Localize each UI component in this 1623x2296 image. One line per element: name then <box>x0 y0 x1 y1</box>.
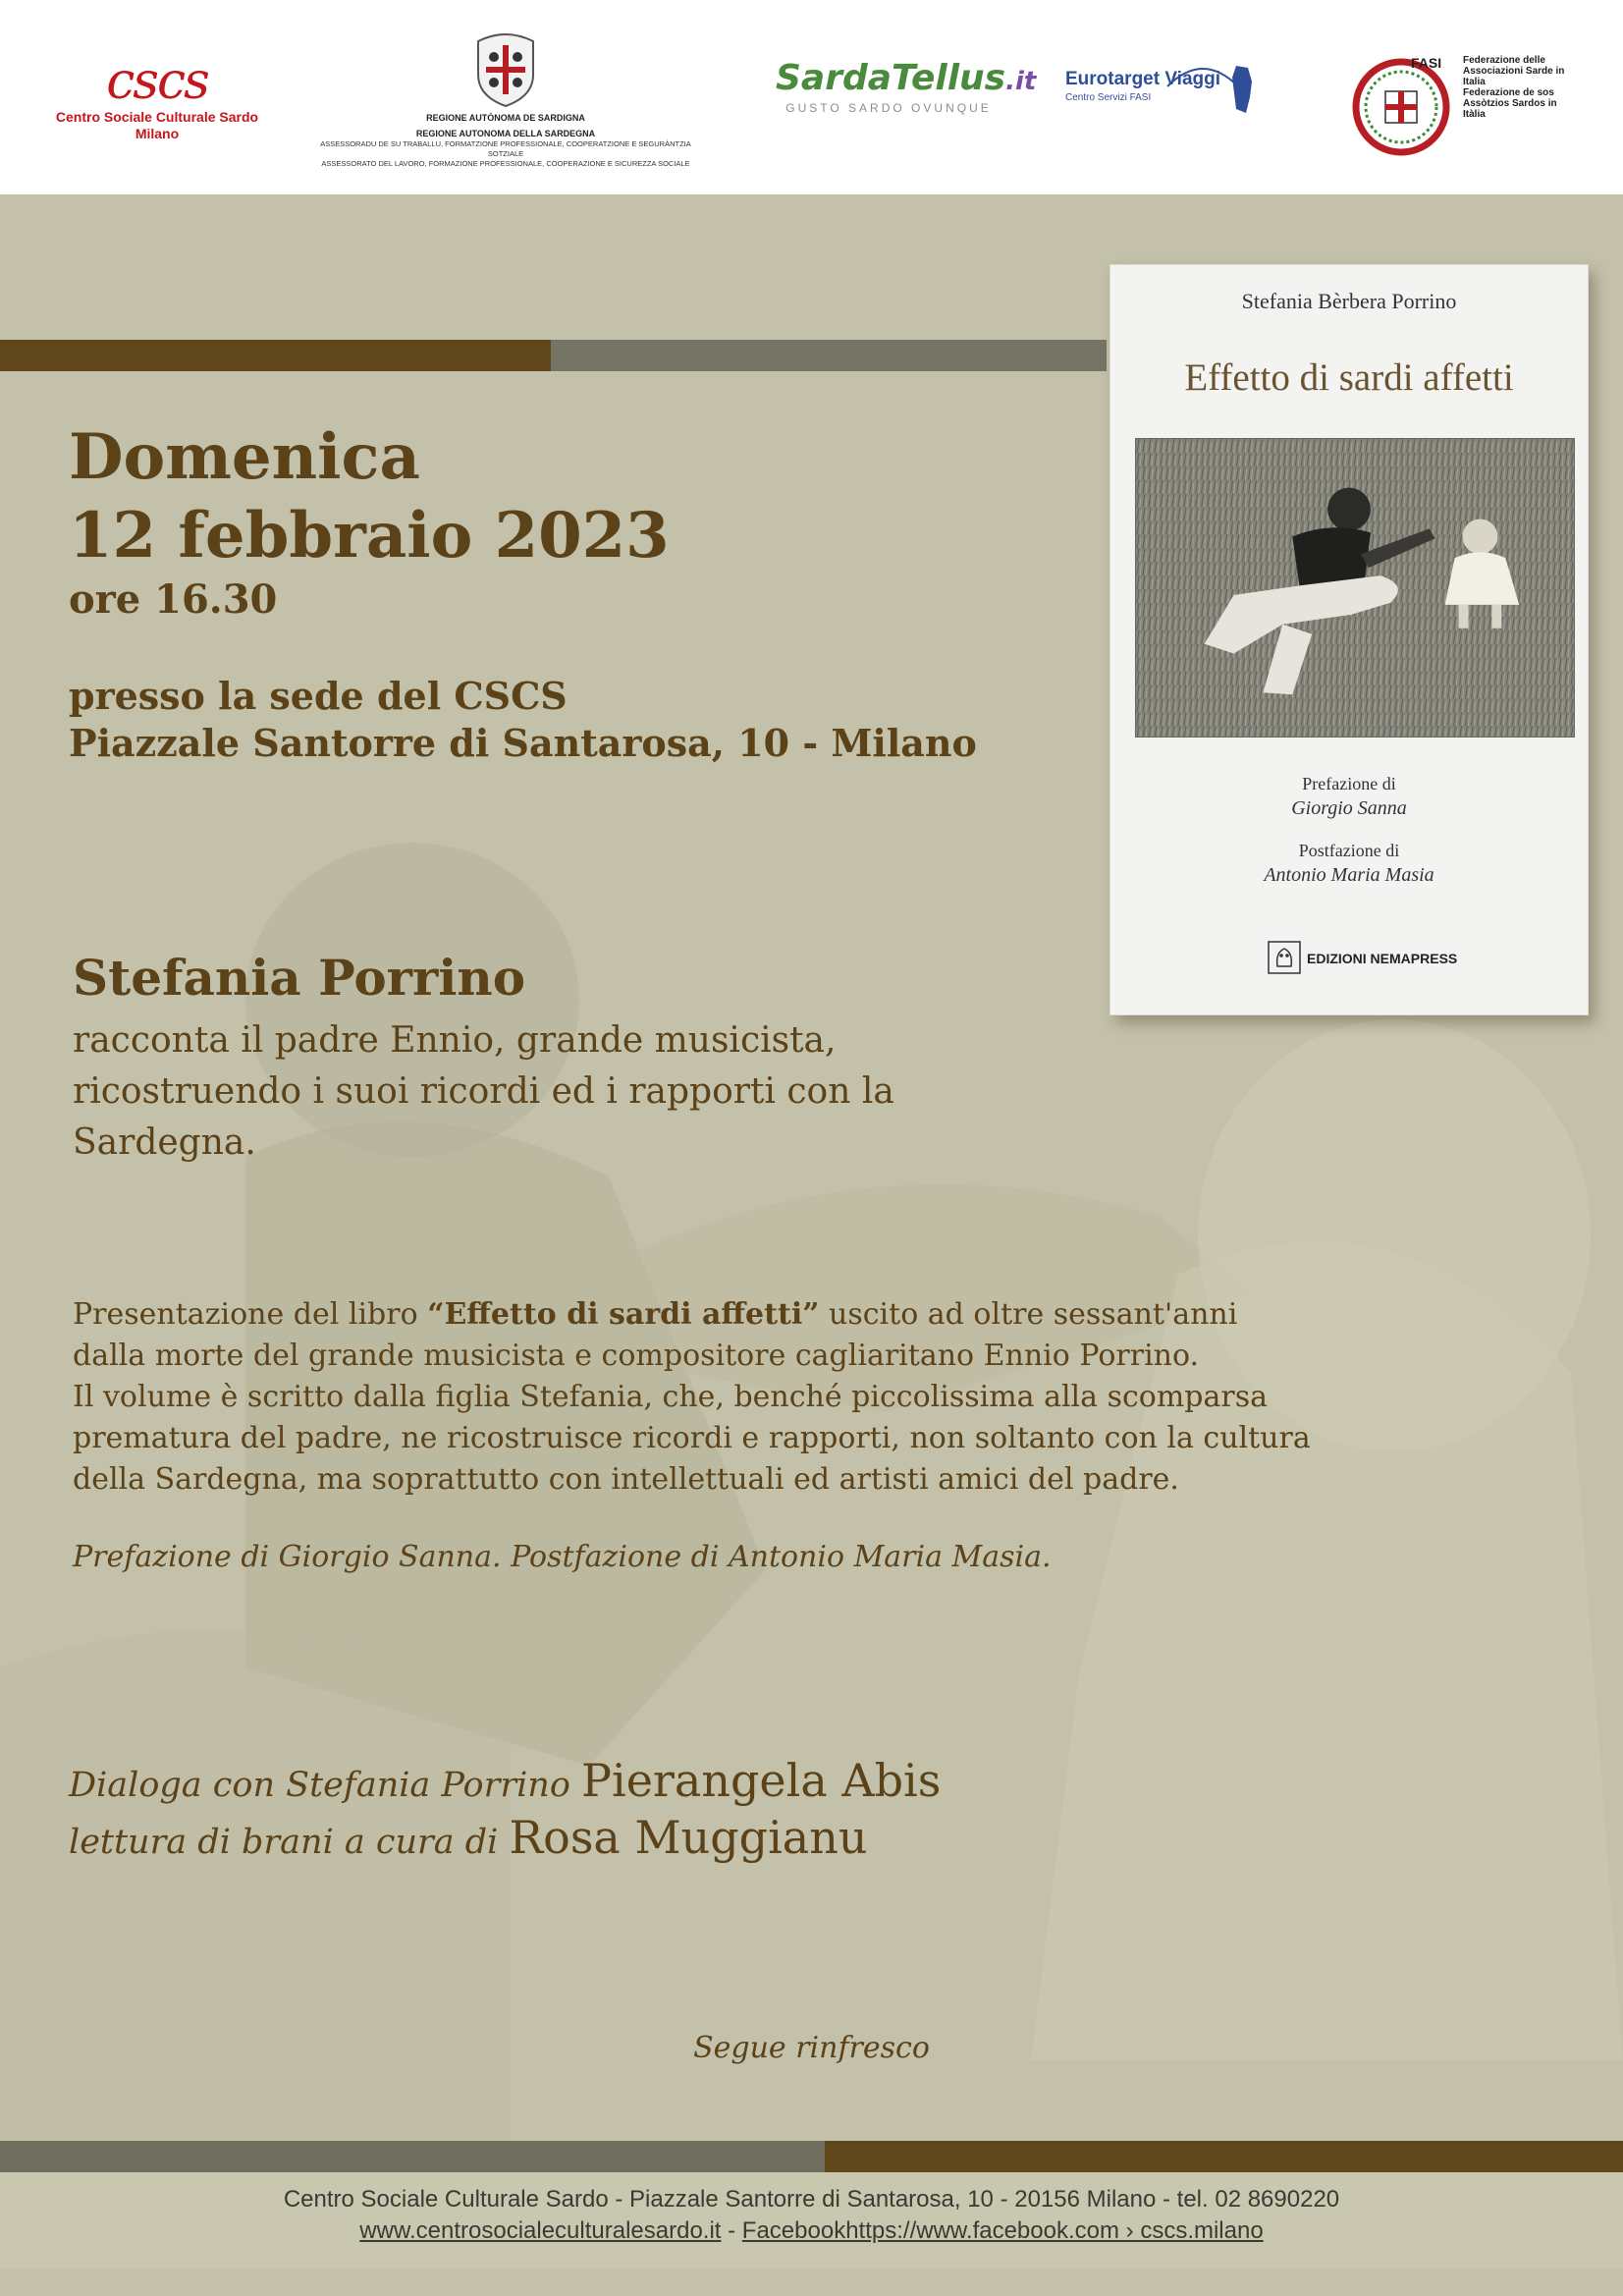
eurotarget-name: Eurotarget Viaggi <box>1065 69 1221 89</box>
fasi-name-sardinian: Federazione de sos Assòtzios Sardos in Itàlia <box>1463 87 1557 120</box>
regione-name-italian: REGIONE AUTONOMA DELLA SARDEGNA <box>415 129 596 138</box>
footer-address: Centro Sociale Culturale Sardo - Piazzale Santorre di Santarosa, 10 - 20156 Milano - tel. 02 8690220 <box>283 2186 1340 2213</box>
sardatellus-suffix: .it <box>1005 67 1037 96</box>
dialog-moderator: Pierangela Abis <box>581 1754 942 1807</box>
reading-intro: lettura di brani a cura di <box>69 1823 510 1862</box>
footer-links <box>0 2217 1623 2245</box>
sardatellus-logo <box>776 58 1037 115</box>
cscs-logo-city: Milano <box>135 126 180 141</box>
presentation-line5: della Sardegna, ma soprattutto con intellettuali ed artisti amici del padre. <box>73 1462 1179 1497</box>
cscs-logo <box>39 54 275 142</box>
top-bar-grey <box>551 340 1107 371</box>
regione-assessorato-italian: ASSESSORATO DEL LAVORO, FORMAZIONE PROFESSIONALE, COOPERAZIONE E SICUREZZA SOCIALE <box>321 159 690 168</box>
book-cover-preface-label: Prefazione di <box>1302 774 1396 793</box>
regione-name-sardinian: REGIONE AUTÒNOMA DE SARDIGNA <box>426 113 585 123</box>
sardatellus-name: SardaTellus <box>776 58 1006 98</box>
bottom-bar-grey <box>0 2141 825 2172</box>
fasi-emblem-icon <box>1350 56 1452 158</box>
cscs-logo-mark: cscs <box>106 52 208 111</box>
event-address: Piazzale Santorre di Santarosa, 10 - Milano <box>69 721 977 765</box>
regione-assessorato-sardinian: ASSESSORADU DE SU TRABALLU, FORMATZIONE PROFESSIONALE, COOPERATZIONE E SEGURÀNTZIA SOTZIALE <box>320 139 691 158</box>
book-cover-postface-label: Postfazione di <box>1298 841 1400 860</box>
presentation-line2: dalla morte del grande musicista e compositore cagliaritano Ennio Porrino. <box>73 1339 1200 1373</box>
publisher-owl-icon <box>1268 941 1301 974</box>
sardinia-island-icon <box>1230 64 1254 115</box>
sardatellus-tagline: GUSTO SARDO OVUNQUE <box>785 101 992 115</box>
book-cover <box>1109 264 1589 1015</box>
presentation-credits: Prefazione di Giorgio Sanna. Postfazione di Antonio Maria Masia. <box>73 1540 1052 1574</box>
author-name: Stefania Porrino <box>73 949 526 1007</box>
regione-sardegna-logo <box>314 31 697 169</box>
book-cover-publisher: EDIZIONI NEMAPRESS <box>1307 951 1458 966</box>
bottom-bar-brown <box>825 2141 1623 2172</box>
fasi-name-italian: Federazione delle Associazioni Sarde in Italia <box>1463 55 1565 87</box>
regione-crest-icon <box>472 31 539 108</box>
fasi-label: FASI <box>1411 55 1442 71</box>
author-description: racconta il padre Ennio, grande musicista, ricostruendo i suoi ricordi ed i rapporti con la Sardegna. <box>73 1020 894 1163</box>
book-cover-postface-name: Antonio Maria Masia <box>1264 864 1434 886</box>
top-bar-brown <box>0 340 551 371</box>
eurotarget-logo <box>1065 69 1271 103</box>
presentation-line4: prematura del padre, ne ricostruisce ricordi e rapporti, non soltanto con la cultura <box>73 1421 1311 1455</box>
logo-header <box>0 0 1623 194</box>
presentation-intro: Presentazione del libro <box>73 1297 428 1332</box>
presentation-book-title: “Effetto di sardi affetti” <box>427 1297 820 1332</box>
book-cover-title: Effetto di sardi affetti <box>1184 356 1514 399</box>
dialog-intro: Dialoga con Stefania Porrino <box>69 1766 582 1805</box>
presentation-line3: Il volume è scritto dalla figlia Stefania, che, benché piccolissima alla scomparsa <box>73 1380 1268 1414</box>
eurotarget-subtitle: Centro Servizi FASI <box>1065 92 1152 103</box>
footer-separator: - <box>721 2217 742 2244</box>
book-cover-photo <box>1135 438 1575 738</box>
refreshments-note: Segue rinfresco <box>693 2031 930 2065</box>
cscs-logo-name: Centro Sociale Culturale Sardo <box>55 109 259 125</box>
event-day: Domenica <box>69 420 420 494</box>
dialog-line <box>69 1754 941 1807</box>
book-cover-preface-name: Giorgio Sanna <box>1291 797 1407 819</box>
book-cover-author: Stefania Bèrbera Porrino <box>1241 289 1457 313</box>
reading-reader: Rosa Muggianu <box>509 1811 868 1864</box>
event-date: 12 febbraio 2023 <box>69 499 670 573</box>
event-time: ore 16.30 <box>69 576 278 623</box>
event-venue: presso la sede del CSCS <box>69 674 568 718</box>
facebook-link[interactable]: Facebookhttps://www.facebook.com › cscs.milano <box>741 2217 1264 2244</box>
presentation-text <box>73 1294 1349 1501</box>
website-link[interactable]: www.centrosocialeculturalesardo.it <box>359 2217 722 2244</box>
presentation-line1-rest: uscito ad oltre sessant'anni <box>819 1297 1238 1332</box>
reading-line <box>69 1811 867 1864</box>
